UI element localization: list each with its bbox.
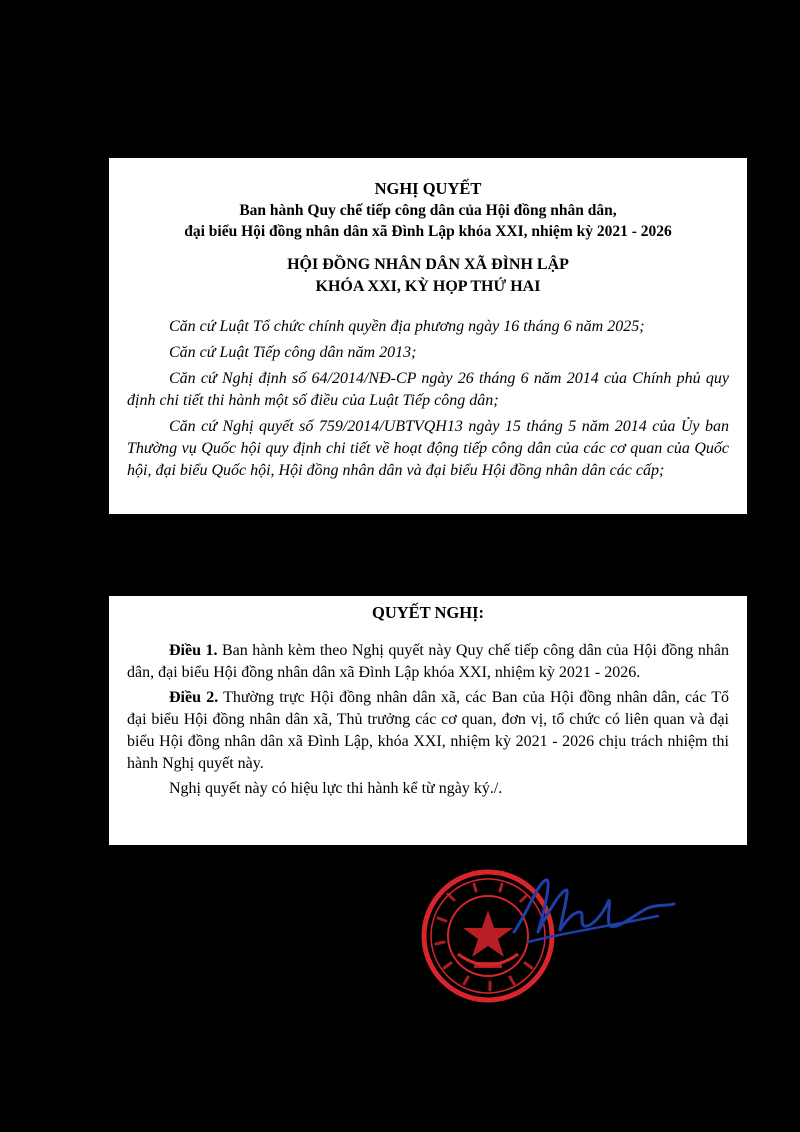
document-header-panel — [109, 158, 747, 514]
decision-panel — [109, 596, 747, 845]
effect-clause: Nghị quyết này có hiệu lực thi hành kể từ ngày ký./. — [169, 780, 503, 797]
article-2-label: Điều 2. — [169, 689, 219, 706]
article-1 — [127, 640, 729, 684]
signature-icon — [508, 872, 678, 952]
legal-basis-1: Căn cứ Luật Tổ chức chính quyền địa phương ngày 16 tháng 6 năm 2025; — [169, 318, 645, 335]
document-subtitle-line1: Ban hành Quy chế tiếp công dân của Hội đồng nhân dân, — [239, 202, 617, 219]
council-name: HỘI ĐỒNG NHÂN DÂN XÃ ĐÌNH LẬP — [287, 256, 569, 273]
article-1-text: Ban hành kèm theo Nghị quyết này Quy chế tiếp công dân của Hội đồng nhân dân, đại biểu Hội đồng nhân dân xã Đình Lập khóa XXI, nhiệm kỳ 2021 - 2026. — [127, 642, 730, 681]
document-title: NGHỊ QUYẾT — [374, 179, 482, 198]
article-1-label: Điều 1. — [169, 642, 218, 659]
legal-basis-4: Căn cứ Nghị quyết số 759/2014/UBTVQH13 ngày 15 tháng 5 năm 2014 của Ủy ban Thường vụ Quốc hội quy định chi tiết về hoạt động tiếp công dân của các cơ quan của Quốc hội, đại biểu Quốc hội, Hội đồng nhân dân và đại biểu Hội đồng nhân dân các cấp; — [127, 418, 729, 479]
decision-title: QUYẾT NGHỊ: — [371, 603, 484, 622]
article-2-text: Thường trực Hội đồng nhân dân xã, các Ban của Hội đồng nhân dân, các Tổ đại biểu Hội đồng nhân dân xã, Thủ trưởng các cơ quan, đơn vị, tổ chức có liên quan và đại biểu Hội đồng nhân dân xã Đình Lập, khóa XXI, nhiệm kỳ 2021 - 2026 chịu trách nhiệm thi hành Nghị quyết này. — [127, 689, 730, 772]
article-2 — [127, 687, 729, 775]
council-session: KHÓA XXI, KỲ HỌP THỨ HAI — [315, 278, 541, 295]
legal-basis-2: Căn cứ Luật Tiếp công dân năm 2013; — [169, 344, 417, 361]
legal-basis-3: Căn cứ Nghị định số 64/2014/NĐ-CP ngày 26 tháng 6 năm 2014 của Chính phủ quy định chi tiết thi hành một số điều của Luật Tiếp công dân; — [127, 370, 729, 409]
document-subtitle-line2: đại biểu Hội đồng nhân dân xã Đình Lập khóa XXI, nhiệm kỳ 2021 - 2026 — [184, 223, 672, 240]
masked-header-fragment — [140, 148, 700, 158]
